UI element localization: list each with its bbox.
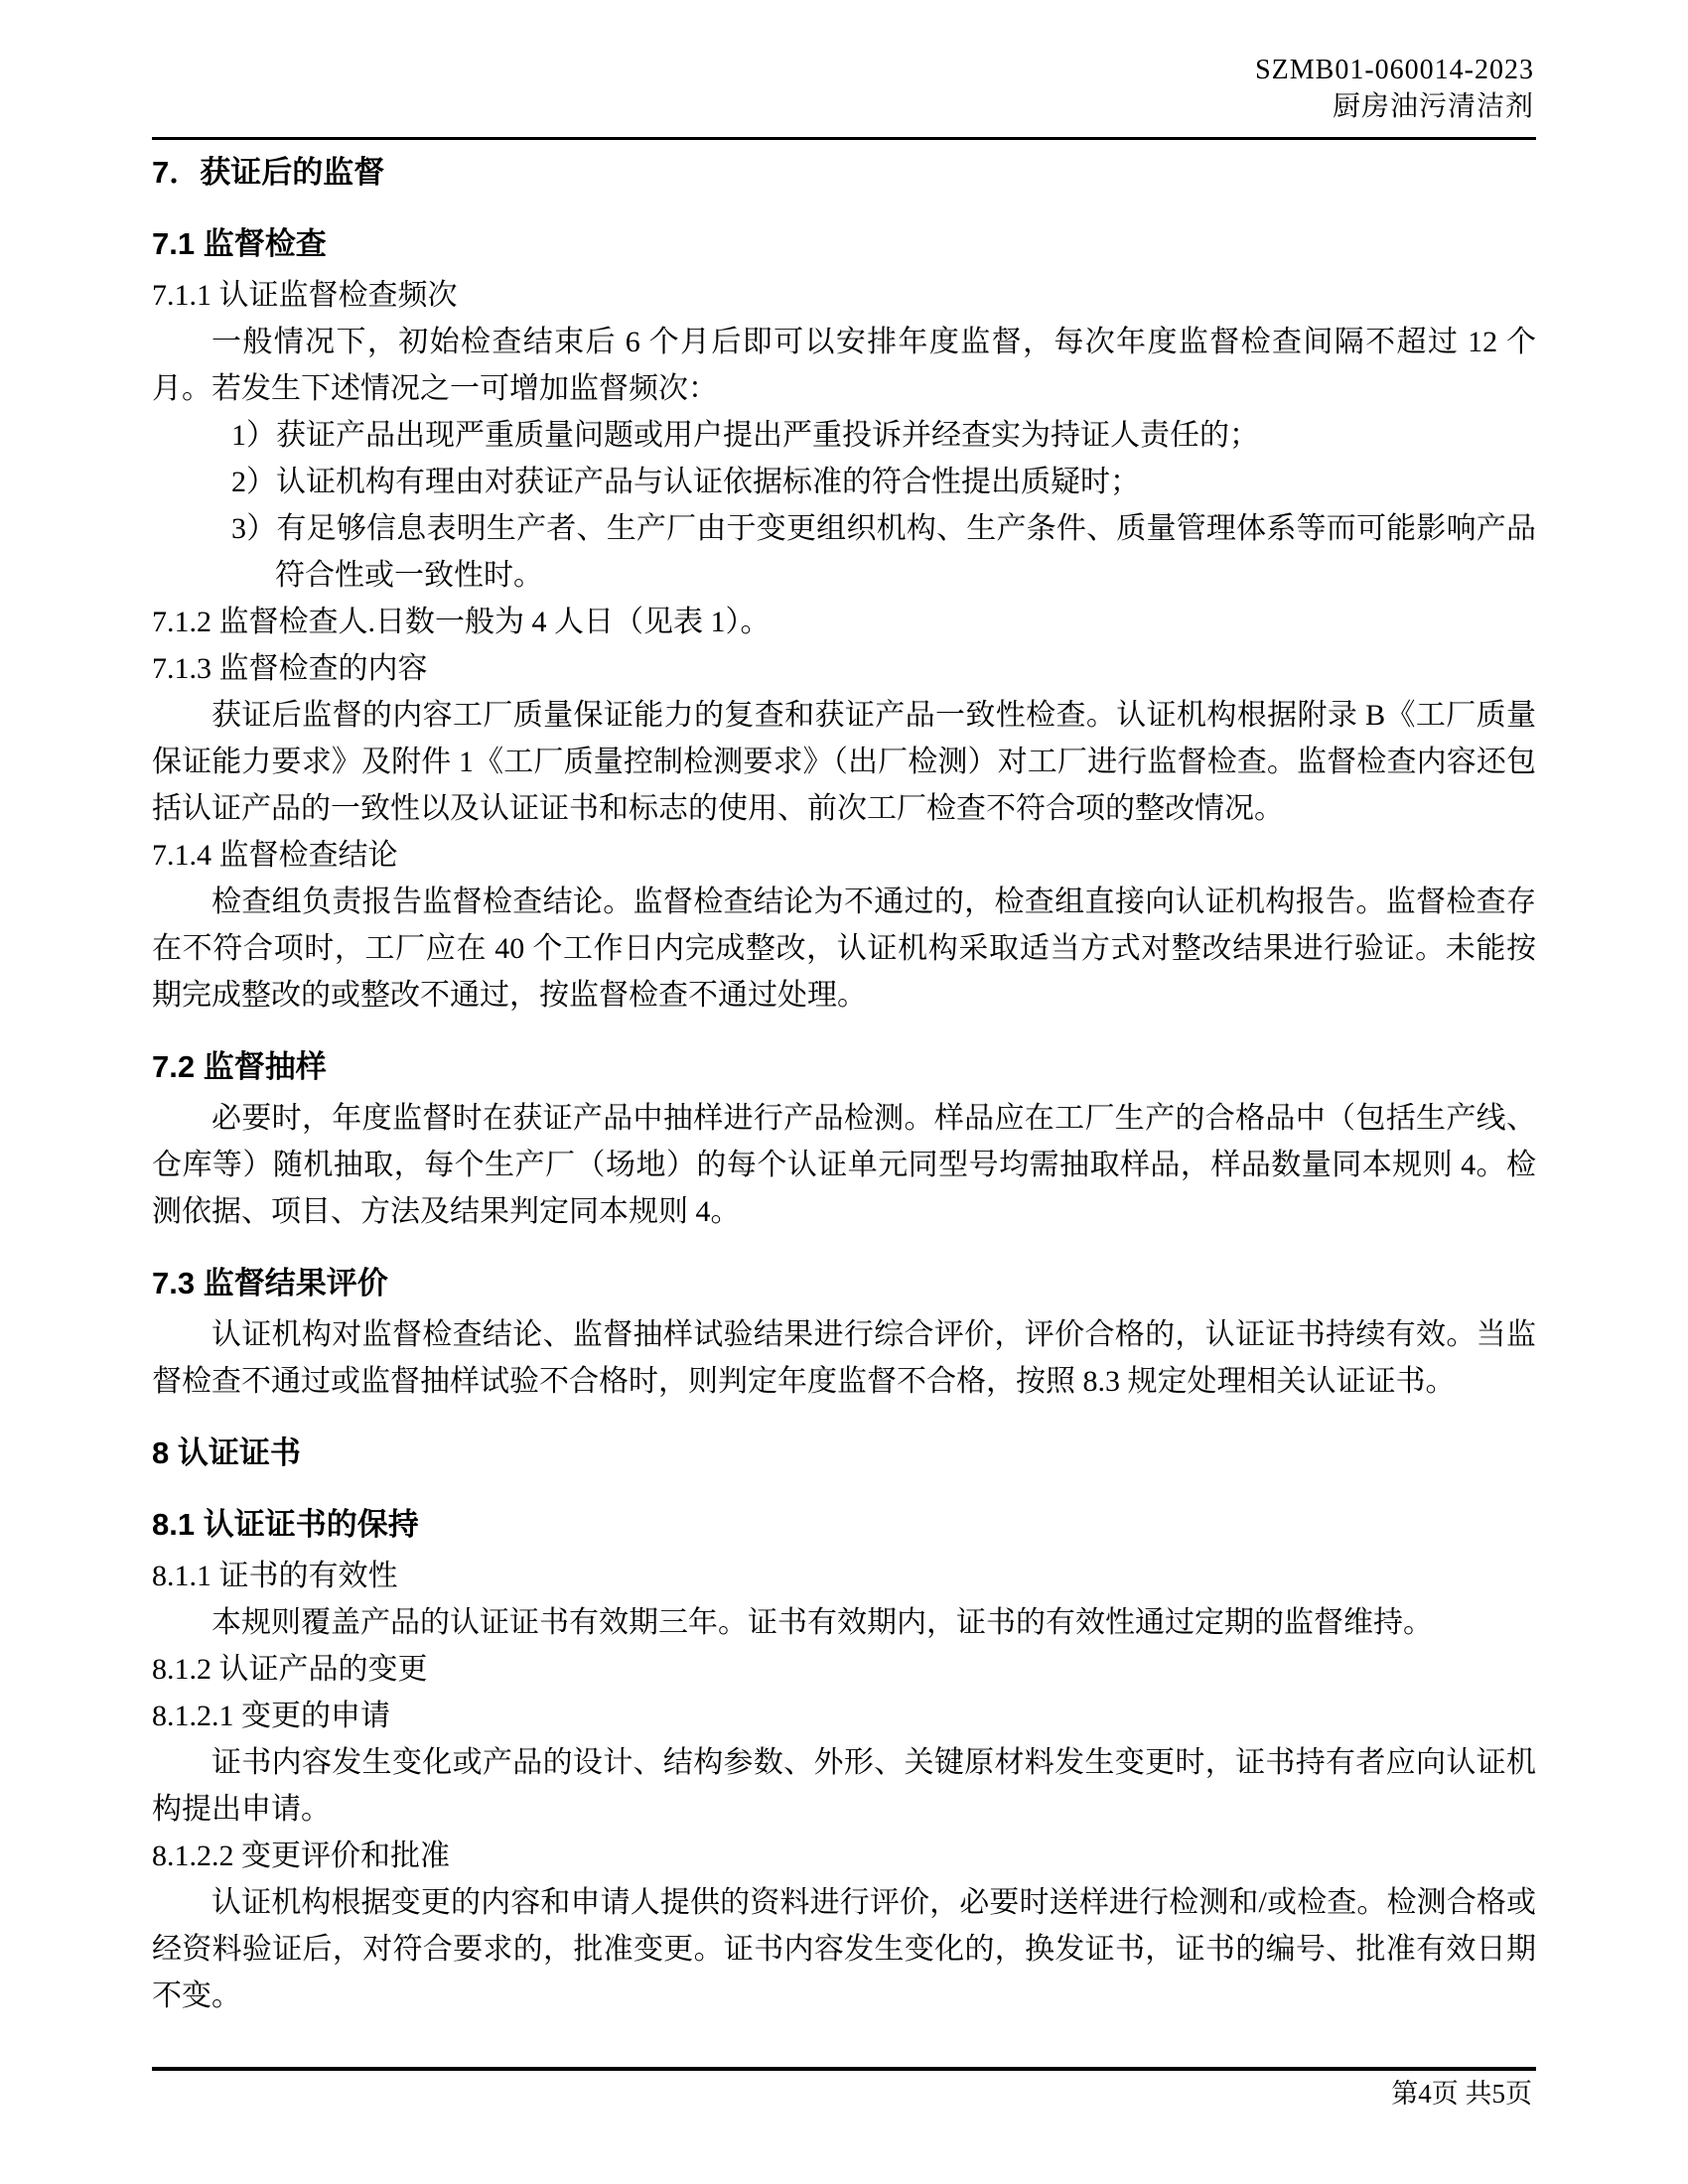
paragraph-change-application: 证书内容发生变化或产品的设计、结构参数、外形、关键原材料发生变更时，证书持有者应向认证机构提出申请。 xyxy=(152,1746,1536,1826)
paragraph-inspection-content: 获证后监督的内容工厂质量保证能力的复查和获证产品一致性检查。认证机构根据附录 B《工厂质量保证能力要求》及附件 1《工厂质量控制检测要求》（出厂检测）对工厂进行监督检查。监督检查内容还包括认证产品的一致性以及认证证书和标志的使用、前次工厂检查不符合项的整改情况。 xyxy=(152,699,1536,825)
list-item-3-organization-change: 3）有足够信息表明生产者、生产厂由于变更组织机构、生产条件、质量管理体系等而可能影响产品符合性或一致性时。 xyxy=(231,512,1536,592)
subheading-7-1-4-inspection-conclusion: 7.1.4 监督检查结论 xyxy=(152,839,398,872)
subheading-8-1-2-2-change-evaluation-approval: 8.1.2.2 变更评价和批准 xyxy=(152,1840,450,1872)
subheading-7-1-1-inspection-frequency: 7.1.1 认证监督检查频次 xyxy=(152,279,458,312)
list-item-1-quality-problems: 1）获证产品出现严重质量问题或用户提出严重投诉并经查实为持证人责任的； xyxy=(231,419,1259,452)
page-footer xyxy=(1391,2077,1532,2111)
footer-rule xyxy=(152,2067,1536,2071)
subheading-8-1-1-certificate-validity: 8.1.1 证书的有效性 xyxy=(152,1560,398,1592)
document-number: SZMB01-060014-2023 xyxy=(1255,55,1534,85)
paragraph-change-evaluation-approval: 认证机构根据变更的内容和申请人提供的资料进行评价，必要时送样进行检测和/或检查。检测合格或经资料验证后，对符合要求的，批准变更。证书内容发生变化的，换发证书，证书的编号、批准有效日期不变。 xyxy=(152,1886,1536,2012)
heading-7-1-supervision-inspection: 7.1 监督检查 xyxy=(152,226,327,261)
paragraph-inspection-frequency: 一般情况下，初始检查结束后 6 个月后即可以安排年度监督，每次年度监督检查间隔不超过 12 个月。若发生下述情况之一可增加监督频次： xyxy=(152,326,1536,405)
heading-7-2-supervision-sampling: 7.2 监督抽样 xyxy=(152,1049,327,1084)
subheading-7-1-3-inspection-content: 7.1.3 监督检查的内容 xyxy=(152,652,428,685)
paragraph-supervision-sampling: 必要时，年度监督时在获证产品中抽样进行产品检测。样品应在工厂生产的合格品中（包括生产线、仓库等）随机抽取，每个生产厂（场地）的每个认证单元同型号均需抽取样品，样品数量同本规则 4。检测依据、项目、方法及结果判定同本规则 4。 xyxy=(152,1102,1536,1228)
heading-7-3-supervision-result-evaluation: 7.3 监督结果评价 xyxy=(152,1266,388,1300)
list-item-2-conformity-doubt: 2）认证机构有理由对获证产品与认证依据标准的符合性提出质疑时； xyxy=(231,466,1140,498)
subheading-8-1-2-1-change-application: 8.1.2.1 变更的申请 xyxy=(152,1700,390,1732)
heading-8-certification-certificate: 8 认证证书 xyxy=(152,1435,301,1470)
page-number: 第4页 共5页 xyxy=(1391,2079,1532,2109)
subheading-7-1-2-man-days: 7.1.2 监督检查人.日数一般为 4 人日（见表 1）。 xyxy=(152,606,771,638)
page-header xyxy=(1255,52,1534,125)
document-body xyxy=(152,140,1536,2019)
subheading-8-1-2-product-change: 8.1.2 认证产品的变更 xyxy=(152,1653,428,1686)
heading-8-1-certificate-maintenance: 8.1 认证证书的保持 xyxy=(152,1507,419,1542)
document-title: 厨房油污清洁剂 xyxy=(1332,91,1534,122)
paragraph-inspection-conclusion: 检查组负责报告监督检查结论。监督检查结论为不通过的，检查组直接向认证机构报告。监督检查存在不符合项时，工厂应在 40 个工作日内完成整改，认证机构采取适当方式对整改结果进行验证。未能按期完成整改的或整改不通过，按监督检查不通过处理。 xyxy=(152,886,1536,1012)
paragraph-supervision-result-evaluation: 认证机构对监督检查结论、监督抽样试验结果进行综合评价，评价合格的，认证证书持续有效。当监督检查不通过或监督抽样试验不合格时，则判定年度监督不合格，按照 8.3 规定处理相关认证证书。 xyxy=(152,1318,1536,1398)
paragraph-certificate-validity: 本规则覆盖产品的认证证书有效期三年。证书有效期内，证书的有效性通过定期的监督维持。 xyxy=(211,1606,1433,1639)
heading-7-post-certification-supervision: 7．获证后的监督 xyxy=(152,155,385,190)
